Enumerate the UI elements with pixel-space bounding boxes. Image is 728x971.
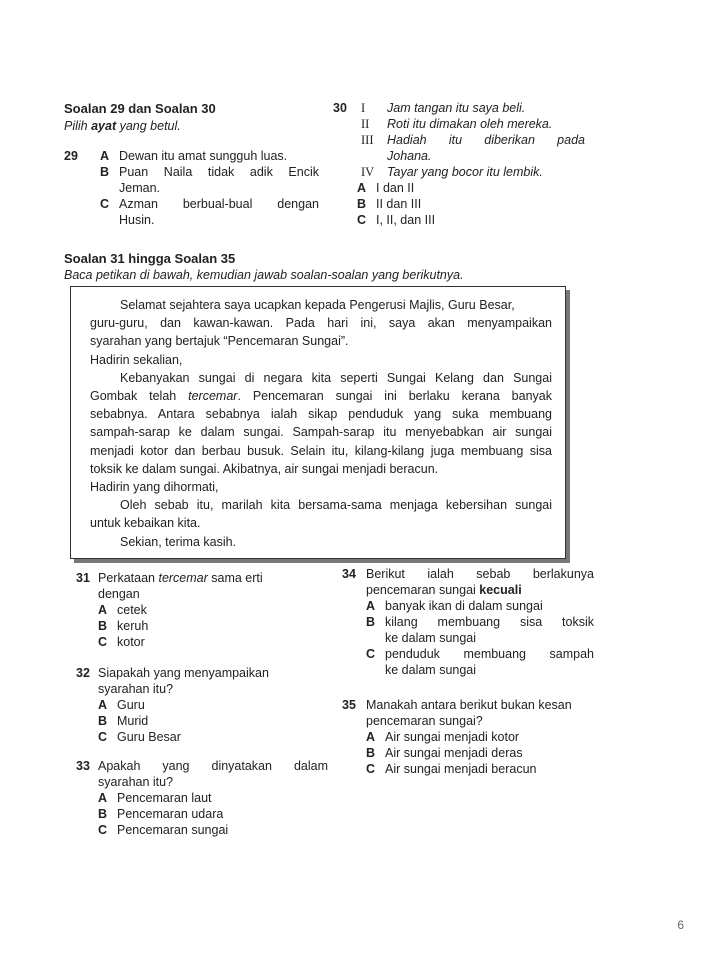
- passage-text: Selamat sejahtera saya ucapkan kepada Pengerusi Majlis, Guru Besar, guru-guru, dan kawan-kawan. Pada hari ini, saya akan menyampaikan syarahan yang bertajuk “Pencemaran Sungai”. Hadirin sekalian, Kebanyakan sungai di negara kita seperti Sungai Kelang dan Sungai Gombak telah tercemar. Pencemaran sungai ini berlaku kerana banyak sebabnya. Antara sebabnya ialah sikap penduduk yang suka membuang sampah-sarap ke dalam sungai. Sampah-sarap itu menyebabkan air sungai menjadi kotor dan berbau busuk. Selain itu, kilang-kilang juga membuang sisa toksik ke dalam sungai. Akibatnya, air sungai menjadi beracun. Hadirin yang dihormati, Oleh sebab itu, marilah kita bersama-sama menjaga kebersihan sungai untuk kebaikan kita. Sekian, terima kasih.: [90, 298, 552, 549]
- option-c: Guru Besar: [117, 730, 181, 744]
- question-33: 33 Apakah yang dinyatakan dalam syarahan itu? A Pencemaran laut B Pencemaran udara C Pencemaran sungai: [76, 759, 328, 837]
- question-29: 29 A Dewan itu amat sungguh luas. B Puan Naila tidak adik Encik Jeman. C Azman berbual-bual dengan Husin.: [64, 149, 319, 227]
- page-number: 6: [677, 918, 684, 932]
- section-instruction-31-35: Baca petikan di bawah, kemudian jawab soalan-soalan yang berikutnya.: [64, 268, 464, 282]
- option-c: Pencemaran sungai: [117, 823, 229, 837]
- option-b: keruh: [117, 619, 149, 633]
- option-b: Air sungai menjadi deras: [385, 746, 523, 760]
- question-number: 31: [76, 571, 90, 585]
- question-number: 35: [342, 698, 356, 712]
- statement-ii: Roti itu dimakan oleh mereka.: [387, 117, 553, 131]
- option-b: Murid: [117, 714, 149, 728]
- question-number: 30: [333, 101, 347, 115]
- option-b: II dan III: [376, 197, 422, 211]
- option-c: Azman berbual-bual dengan: [119, 197, 319, 211]
- section-instruction-29-30: Pilih ayat yang betul.: [64, 119, 181, 133]
- option-c: penduduk membuang sampah: [385, 647, 594, 661]
- section-heading-29-30: Soalan 29 dan Soalan 30: [64, 101, 216, 116]
- question-number: 34: [342, 567, 356, 581]
- option-b: Puan Naila tidak adik Encik: [119, 165, 319, 179]
- question-number: 33: [76, 759, 90, 773]
- option-a: Air sungai menjadi kotor: [385, 730, 520, 744]
- section-heading-31-35: Soalan 31 hingga Soalan 35: [64, 251, 236, 266]
- option-c: Air sungai menjadi beracun: [385, 762, 537, 776]
- question-31: 31 Perkataan tercemar sama erti dengan A cetek B keruh C kotor: [76, 571, 263, 649]
- question-35: 35 Manakah antara berikut bukan kesan pencemaran sungai? A Air sungai menjadi kotor B Air sungai menjadi deras C Air sungai menjadi beracun: [342, 698, 572, 776]
- option-b: Pencemaran udara: [117, 807, 224, 821]
- option-a: cetek: [117, 603, 147, 617]
- option-a: banyak ikan di dalam sungai: [385, 599, 543, 613]
- option-c: kotor: [117, 635, 145, 649]
- question-32: 32 Siapakah yang menyampaikan syarahan itu? A Guru B Murid C Guru Besar: [76, 666, 269, 744]
- question-30: 30 I Jam tangan itu saya beli. II Roti itu dimakan oleh mereka. III Hadiah itu diberikan pada Johana. IV Tayar yang bocor itu lembik. A I dan II B II dan III C I, II, dan III: [333, 101, 585, 227]
- option-a: I dan II: [376, 181, 415, 195]
- question-number: 29: [64, 149, 78, 163]
- question-number: 32: [76, 666, 90, 680]
- statement-iii: Hadiah itu diberikan pada: [387, 133, 585, 147]
- option-c: I, II, dan III: [376, 213, 436, 227]
- option-a: Dewan itu amat sungguh luas.: [119, 149, 288, 163]
- option-a: Guru: [117, 698, 145, 712]
- statement-iv: Tayar yang bocor itu lembik.: [387, 165, 543, 179]
- option-a: Pencemaran laut: [117, 791, 212, 805]
- question-34: 34 Berikut ialah sebab berlakunya pencemaran sungai kecuali A banyak ikan di dalam sungai B kilang membuang sisa toksik ke dalam sungai C penduduk membuang sampah ke dalam sungai: [342, 567, 594, 677]
- statement-i: Jam tangan itu saya beli.: [387, 101, 526, 115]
- option-b: kilang membuang sisa toksik: [385, 615, 594, 629]
